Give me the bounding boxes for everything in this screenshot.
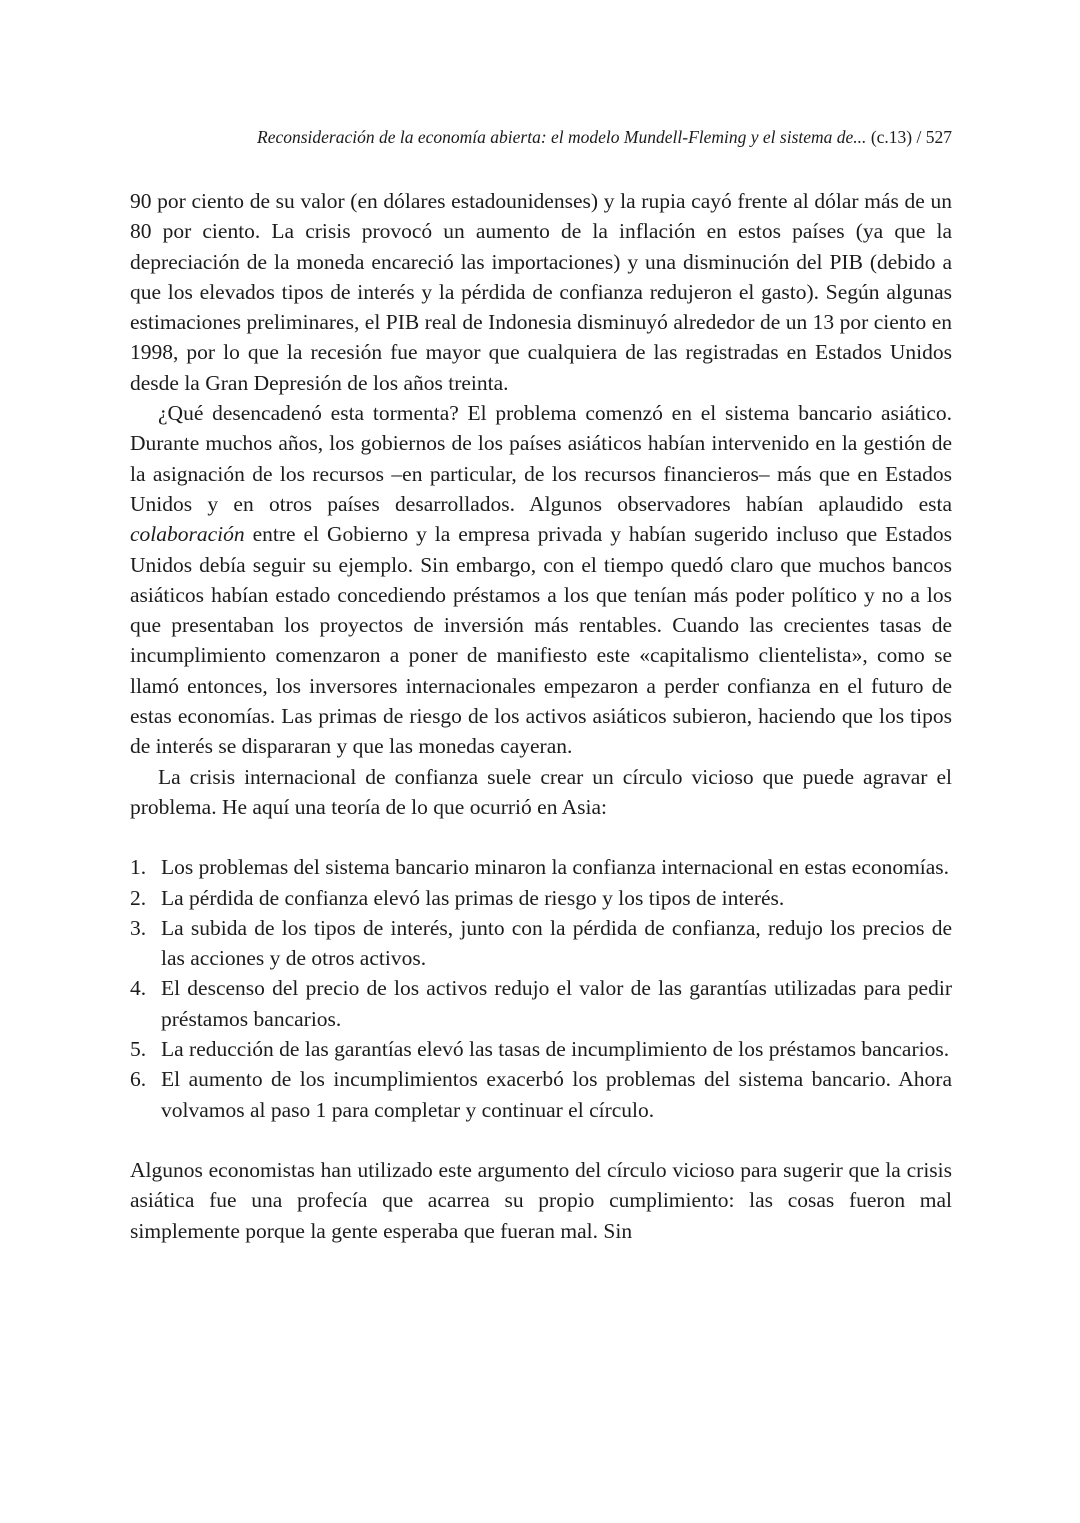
paragraph-banking-system — [130, 398, 952, 762]
list-number: 2. — [130, 885, 147, 910]
list-number: 4. — [130, 976, 147, 1001]
list-number: 6. — [130, 1067, 147, 1092]
list-text: La pérdida de confianza elevó las primas de riesgo y los tipos de interés. — [161, 885, 785, 910]
chapter-label: (c.13) — [870, 127, 913, 147]
page-body — [130, 186, 952, 1246]
list-item — [130, 1034, 952, 1064]
list-number: 1. — [130, 855, 147, 880]
list-item — [130, 973, 952, 1034]
emphasis-term: colaboración — [130, 522, 245, 547]
list-item — [130, 1064, 952, 1125]
list-text: La subida de los tipos de interés, junto con la pérdida de confianza, redujo los precios de las acciones y de otros activos. — [161, 915, 952, 971]
paragraph-self-fulfilling: Algunos economistas han utilizado este argumento del círculo vicioso para sugerir que la crisis asiática fue una profecía que acarrea su propio cumplimiento: las cosas fueron mal simplemente porque la gente esperaba que fueran mal. Sin — [130, 1157, 952, 1243]
page-number: 527 — [925, 127, 952, 147]
paragraph-text: ¿Qué desencadenó esta tormenta? El problema comenzó en el sistema bancario asiático. Durante muchos años, los gobiernos de los países asiáticos habían intervenido en la gestión de la asignación de los recursos –en particular, de los recursos financieros– más que en Estados Unidos y en otros países desarrollados. Algunos observadores habían aplaudido esta — [130, 401, 952, 516]
list-number: 3. — [130, 915, 147, 940]
running-header — [130, 124, 952, 150]
paragraph-continuation: 90 por ciento de su valor (en dólares estadounidenses) y la rupia cayó frente al dólar más de un 80 por ciento. La crisis provocó un aumento de la inflación en estos países (ya que la depreciación de la moneda encareció las importaciones) y una disminución del PIB (debido a que los elevados tipos de interés y la pérdida de confianza redujeron el gasto). Según algunas estimaciones preliminares, el PIB real de Indonesia disminuyó alrededor de un 13 por ciento en 1998, por lo que la recesión fue mayor que cualquiera de las registradas en Estados Unidos desde la Gran Depresión de los años treinta. — [130, 189, 952, 395]
list-item — [130, 913, 952, 974]
paragraph-vicious-circle: La crisis internacional de confianza suele crear un círculo vicioso que puede agravar el problema. He aquí una teoría de lo que ocurrió en Asia: — [130, 764, 952, 819]
numbered-list — [130, 852, 952, 1125]
list-text: El aumento de los incumplimientos exacerbó los problemas del sistema bancario. Ahora volvamos al paso 1 para completar y continuar el círculo. — [161, 1067, 952, 1122]
list-item — [130, 883, 952, 913]
list-text: Los problemas del sistema bancario minaron la confianza internacional en estas economías. — [161, 855, 950, 880]
list-item — [130, 852, 952, 882]
header-separator: / — [916, 127, 922, 147]
list-text: El descenso del precio de los activos redujo el valor de las garantías utilizadas para pedir préstamos bancarios. — [161, 976, 952, 1031]
list-number: 5. — [130, 1037, 147, 1062]
list-text: La reducción de las garantías elevó las tasas de incumplimiento de los préstamos bancarios. — [161, 1037, 950, 1062]
running-title: Reconsideración de la economía abierta: el modelo Mundell-Fleming y el sistema de... — [257, 127, 867, 147]
paragraph-text: entre el Gobierno y la empresa privada y habían sugerido incluso que Estados Unidos debía seguir su ejemplo. Sin embargo, con el tiempo quedó claro que muchos bancos asiáticos habían estado concediendo préstamos a los que tenían más poder político y no a los que presentaban los proyectos de inversión más rentables. Cuando las crecientes tasas de incumplimiento comenzaron a poner de manifiesto este «capitalismo clientelista», como se llamó entonces, los inversores internacionales empezaron a perder confianza en el futuro de estas economías. Las primas de riesgo de los activos asiáticos subieron, haciendo que los tipos de interés se dispararan y que las monedas cayeran. — [130, 522, 952, 759]
